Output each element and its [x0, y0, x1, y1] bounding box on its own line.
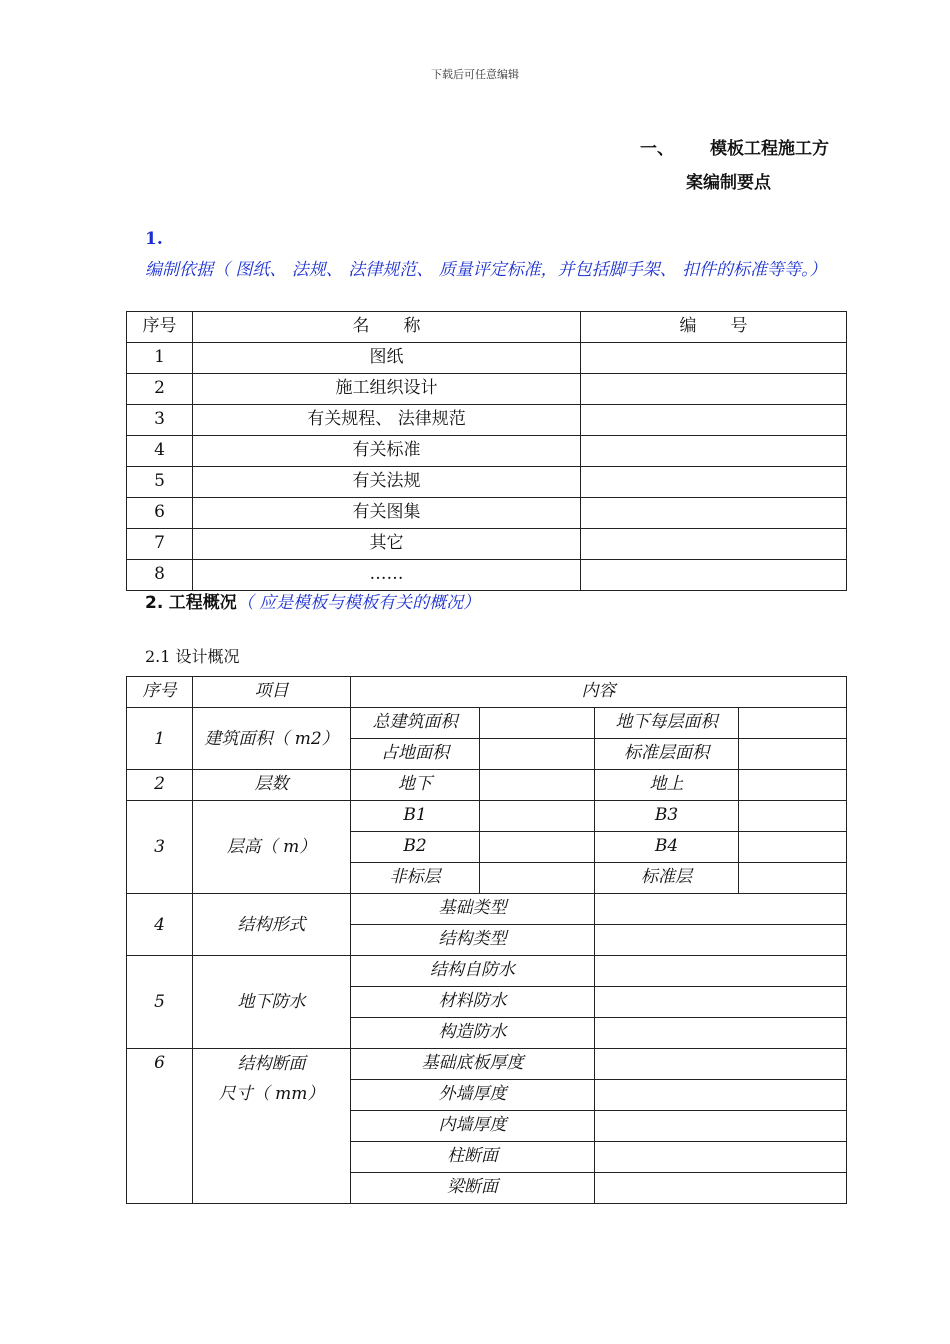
- cell-seq: 1: [127, 708, 193, 770]
- cell-code: [581, 529, 847, 560]
- cell-value: [739, 739, 847, 770]
- cell-label: 地下每层面积: [595, 708, 739, 739]
- section-1-text: 编制依据（ 图纸、 法规、 法律规范、 质量评定标准，并包括脚手架、 扣件的标准等等。）: [145, 260, 827, 280]
- cell-label: 柱断面: [351, 1142, 595, 1173]
- cell-name: 有关法规: [193, 467, 581, 498]
- table-row: [127, 498, 847, 529]
- header-item: 项目: [193, 677, 351, 708]
- table-row: [127, 894, 847, 925]
- cell-item: 层高（ m）: [193, 801, 351, 894]
- cell-label: 材料防水: [351, 987, 595, 1018]
- cell-seq: 4: [127, 894, 193, 956]
- basis-table: [126, 311, 847, 591]
- cell-item: 结构形式: [193, 894, 351, 956]
- table-row: [127, 405, 847, 436]
- header-content: 内容: [351, 677, 847, 708]
- table-row: [127, 374, 847, 405]
- section-2-number: 2.: [145, 593, 164, 613]
- cell-label: 地下: [351, 770, 480, 801]
- cell-name: 有关图集: [193, 498, 581, 529]
- header-seq: 序号: [127, 677, 193, 708]
- table-row: [127, 801, 847, 832]
- cell-value: [595, 987, 847, 1018]
- cell-value: [595, 956, 847, 987]
- cell-item: [193, 1049, 351, 1204]
- cell-value: [739, 801, 847, 832]
- cell-value: [595, 1173, 847, 1204]
- cell-name: 有关规程、 法律规范: [193, 405, 581, 436]
- section-2-heading: [145, 588, 480, 613]
- cell-label: 梁断面: [351, 1173, 595, 1204]
- cell-label: B2: [351, 832, 480, 863]
- cell-label: 外墙厚度: [351, 1080, 595, 1111]
- table-row: [127, 1049, 847, 1080]
- header-name: 名 称: [193, 312, 581, 343]
- design-overview-table: [126, 676, 847, 1204]
- cell-value: [739, 863, 847, 894]
- cell-label: 标准层: [595, 863, 739, 894]
- table-row: [127, 467, 847, 498]
- table-row: [127, 436, 847, 467]
- table-header-row: [127, 312, 847, 343]
- cell-item: 层数: [193, 770, 351, 801]
- header-seq: 序号: [127, 312, 193, 343]
- cell-code: [581, 374, 847, 405]
- cell-value: [739, 832, 847, 863]
- table-row: [127, 529, 847, 560]
- cell-seq: 6: [127, 498, 193, 529]
- cell-code: [581, 405, 847, 436]
- cell-name: 施工组织设计: [193, 374, 581, 405]
- title-number: 一、: [640, 139, 674, 159]
- cell-seq: 6: [127, 1049, 193, 1204]
- cell-label: 基础类型: [351, 894, 595, 925]
- cell-code: [581, 343, 847, 374]
- table-header-row: [127, 677, 847, 708]
- cell-label: 非标层: [351, 863, 480, 894]
- cell-item: 建筑面积（ m2）: [193, 708, 351, 770]
- cell-label: 地上: [595, 770, 739, 801]
- table-row: [127, 343, 847, 374]
- section-1-heading: [145, 224, 845, 286]
- section-2-note: （ 应是模板与模板有关的概况）: [236, 593, 481, 613]
- cell-value: [595, 1142, 847, 1173]
- cell-name: 有关标准: [193, 436, 581, 467]
- cell-value: [480, 863, 595, 894]
- cell-value: [595, 1018, 847, 1049]
- item-line-2: 尺寸（ mm）: [218, 1084, 325, 1104]
- table-row: [127, 956, 847, 987]
- cell-label: 结构自防水: [351, 956, 595, 987]
- cell-label: B4: [595, 832, 739, 863]
- cell-item: 地下防水: [193, 956, 351, 1049]
- section-2-title: 工程概况: [168, 593, 237, 613]
- cell-value: [739, 770, 847, 801]
- cell-value: [480, 708, 595, 739]
- table-row: [127, 560, 847, 591]
- cell-seq: 1: [127, 343, 193, 374]
- document-title-line1: [640, 134, 829, 159]
- cell-seq: 3: [127, 801, 193, 894]
- title-text-1: 模板工程施工方: [710, 139, 829, 159]
- cell-seq: 5: [127, 956, 193, 1049]
- document-title-line2: 案编制要点: [686, 173, 771, 193]
- cell-name: 其它: [193, 529, 581, 560]
- cell-seq: 2: [127, 770, 193, 801]
- cell-value: [739, 708, 847, 739]
- cell-label: 占地面积: [351, 739, 480, 770]
- cell-label: B1: [351, 801, 480, 832]
- cell-code: [581, 498, 847, 529]
- cell-name: 图纸: [193, 343, 581, 374]
- cell-code: [581, 467, 847, 498]
- cell-label: 内墙厚度: [351, 1111, 595, 1142]
- table-row: [127, 770, 847, 801]
- cell-value: [595, 925, 847, 956]
- cell-seq: 4: [127, 436, 193, 467]
- header-note: 下载后可任意编辑: [431, 68, 519, 81]
- cell-value: [595, 1080, 847, 1111]
- cell-value: [480, 739, 595, 770]
- cell-label: 结构类型: [351, 925, 595, 956]
- cell-label: 总建筑面积: [351, 708, 480, 739]
- cell-label: 标准层面积: [595, 739, 739, 770]
- subsection-2-1-heading: 2.1 设计概况: [145, 647, 240, 666]
- cell-value: [480, 801, 595, 832]
- cell-code: [581, 560, 847, 591]
- cell-label: B3: [595, 801, 739, 832]
- cell-label: 构造防水: [351, 1018, 595, 1049]
- cell-seq: 7: [127, 529, 193, 560]
- cell-name: ……: [193, 560, 581, 591]
- cell-label: 基础底板厚度: [351, 1049, 595, 1080]
- cell-value: [480, 832, 595, 863]
- cell-value: [480, 770, 595, 801]
- cell-seq: 5: [127, 467, 193, 498]
- table-row: [127, 708, 847, 739]
- section-1-number: 1.: [145, 229, 163, 249]
- cell-value: [595, 894, 847, 925]
- cell-code: [581, 436, 847, 467]
- cell-seq: 2: [127, 374, 193, 405]
- header-code: 编 号: [581, 312, 847, 343]
- item-line-1: 结构断面: [237, 1054, 306, 1074]
- cell-seq: 3: [127, 405, 193, 436]
- cell-value: [595, 1111, 847, 1142]
- cell-value: [595, 1049, 847, 1080]
- cell-seq: 8: [127, 560, 193, 591]
